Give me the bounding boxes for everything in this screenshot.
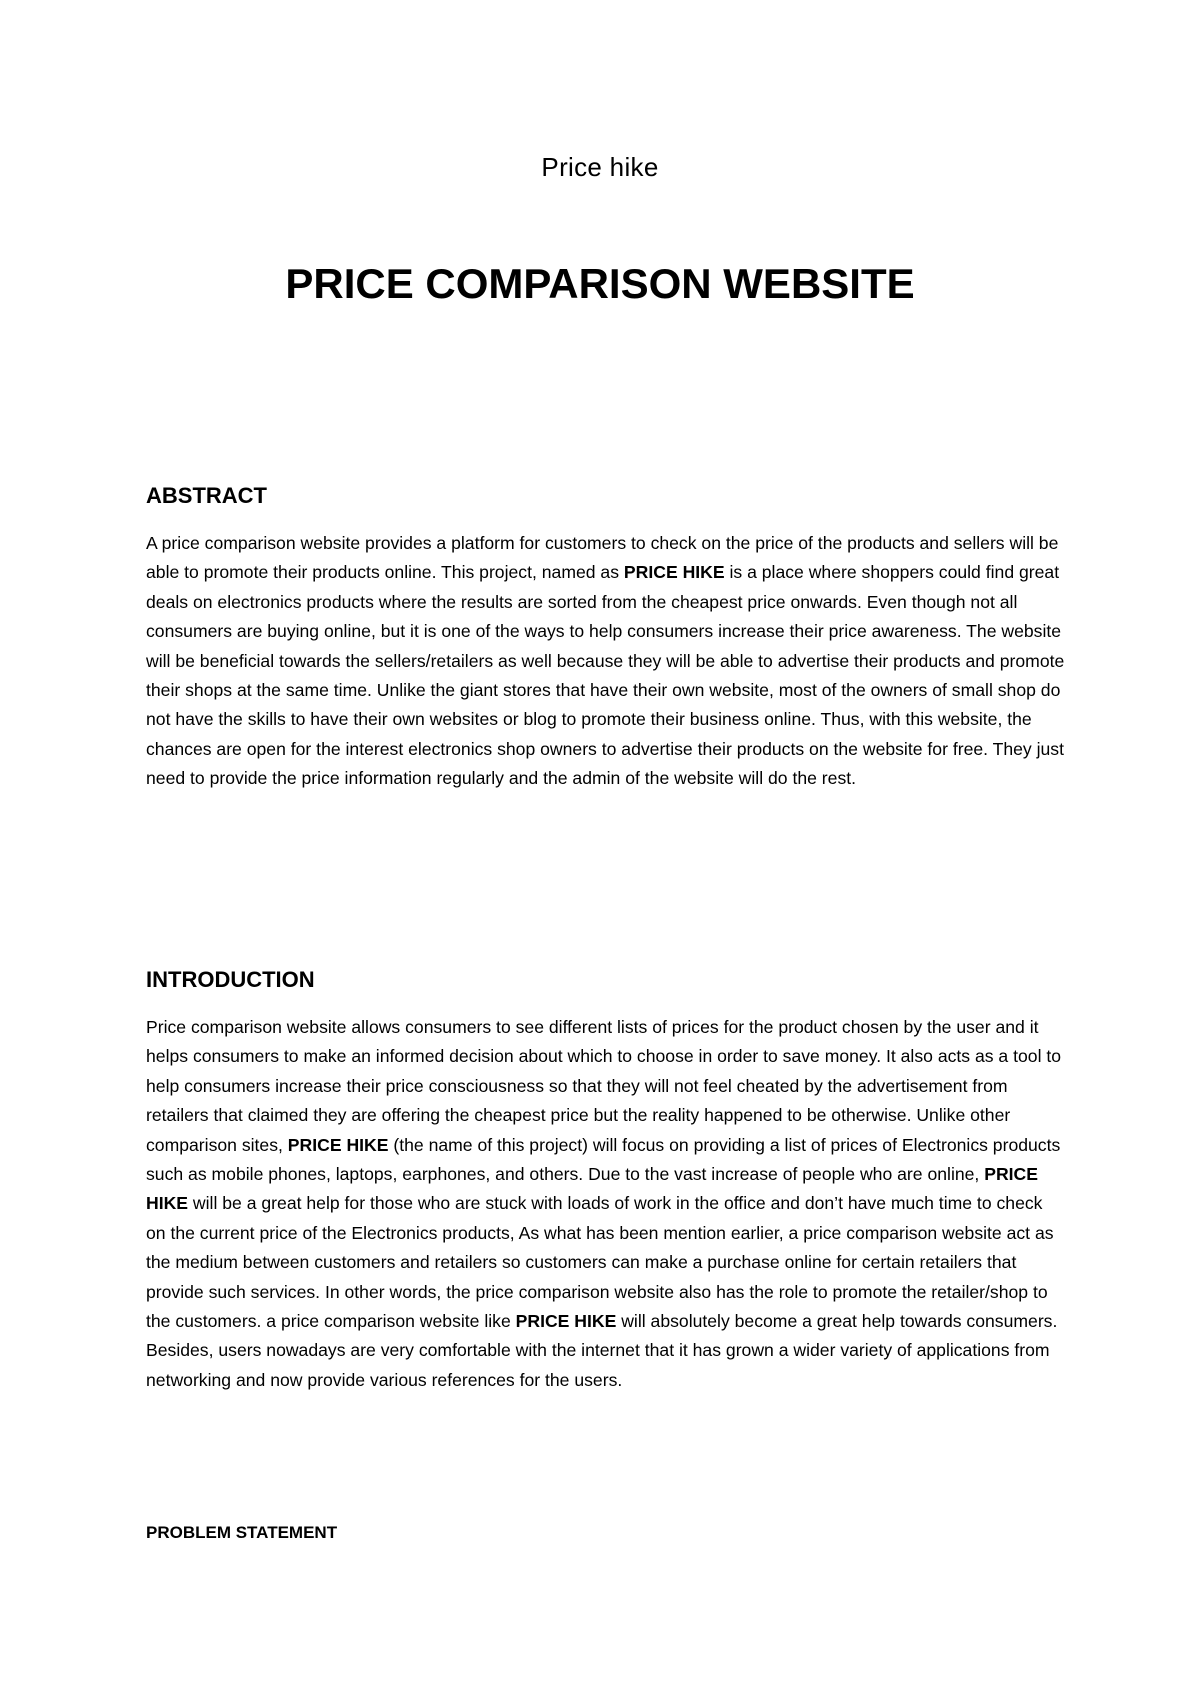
abstract-project-name: PRICE HIKE — [623, 562, 725, 583]
abstract-text-1: A price comparison website provides a platform for customers to check on the price of the products and sellers will be able to promote their products online. This project, named as — [146, 533, 1059, 583]
document-subtitle: Price hike — [541, 152, 659, 182]
introduction-project-name-3: PRICE HIKE — [515, 1311, 617, 1332]
introduction-project-name-1: PRICE HIKE — [287, 1134, 389, 1155]
introduction-heading: INTRODUCTION — [146, 967, 315, 992]
abstract-text-2: is a place where shoppers could find great deals on electronics products where the results are sorted from the cheapest price onwards. Even though not all consumers are buying online, but it is one of the ways to help consumers increase their price awareness. The website will be beneficial towards the sellers/retailers as well because they will be able to advertise their products and promote their shops at the same time. Unlike the giant stores that have their own website, most of the owners of small shop do not have the skills to have their own websites or blog to promote their business online. Thus, with this website, the chances are open for the interest electronics shop owners to advertise their products on the website for free. They just need to provide the price information regularly and the admin of the website will do the rest. — [146, 562, 1065, 789]
introduction-text-1: Price comparison website allows consumers to see different lists of prices for the product chosen by the user and it helps consumers to make an informed decision about which to choose in order to save money. It also acts as a tool to help consumers increase their price consciousness so that they will not feel cheated by the advertisement from retailers that claimed they are offering the cheapest price but the reality happened to be otherwise. Unlike other comparison sites, — [146, 1017, 1062, 1155]
introduction-paragraph — [146, 1013, 1066, 1395]
problem-statement-heading: PROBLEM STATEMENT — [146, 1523, 338, 1542]
introduction-text-2: (the name of this project) will focus on providing a list of prices of Electronics products such as mobile phones, laptops, earphones, and others. Due to the vast increase of people who are online, — [146, 1134, 1061, 1185]
document-title: PRICE COMPARISON WEBSITE — [285, 260, 915, 307]
abstract-heading: ABSTRACT — [146, 483, 267, 508]
introduction-text-3: will be a great help for those who are stuck with loads of work in the office and don’t have much time to check on the current price of the Electronics products, As what has been mention earlier, a price comparison website act as the medium between customers and retailers so customers can make a purchase online for certain retailers that provide such services. In other words, the price comparison website also has the role to promote the retailer/shop to the customers. a price comparison website like — [146, 1193, 1054, 1332]
introduction-project-name-2: PRICE HIKE — [146, 1164, 1038, 1214]
abstract-paragraph — [146, 529, 1066, 794]
introduction-text-4: will absolutely become a great help towards consumers. Besides, users nowadays are very comfortable with the internet that it has grown a wider variety of applications from networking and now provide various references for the users. — [146, 1311, 1058, 1390]
